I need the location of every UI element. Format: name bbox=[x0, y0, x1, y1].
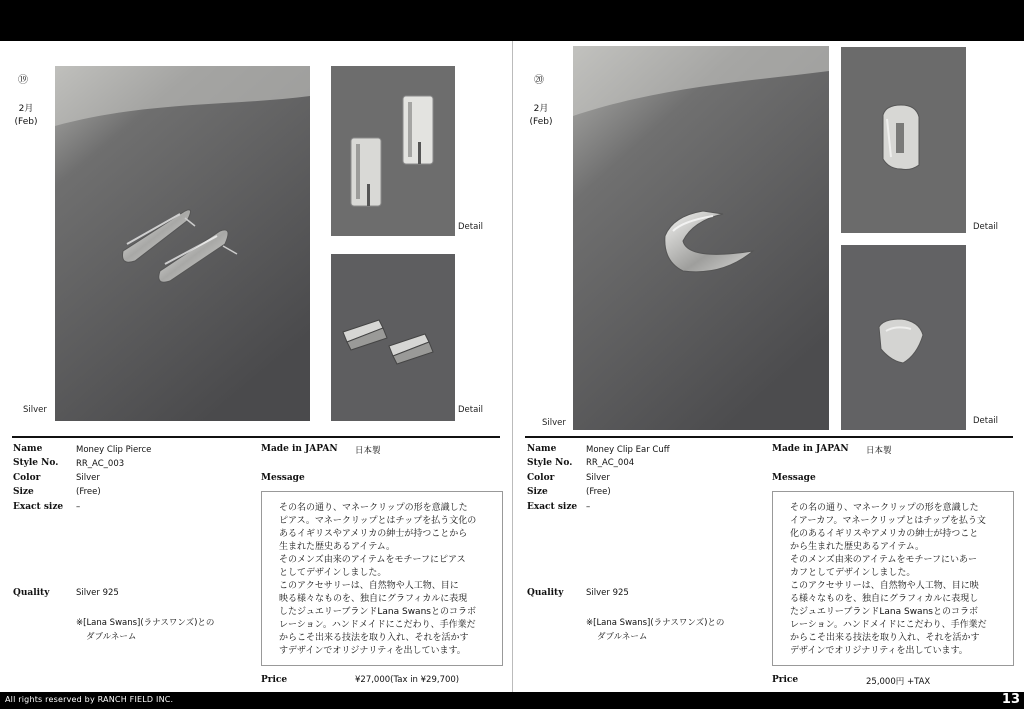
product-number: ⑳ bbox=[534, 75, 544, 86]
main-photo-caption: Silver bbox=[23, 405, 47, 415]
money-clip-ear-cuff-photo-icon bbox=[573, 46, 829, 430]
size-label: Size bbox=[527, 487, 548, 497]
color-label: Color bbox=[13, 473, 41, 483]
quality-value: Silver 925 bbox=[586, 588, 629, 598]
ear-cuff-detail-front-photo-icon bbox=[841, 47, 966, 233]
detail-caption-1: Detail bbox=[973, 222, 999, 232]
style-number: RR_AC_004 bbox=[586, 458, 635, 468]
page-number: 13 bbox=[1001, 692, 1020, 707]
product-name: Money Clip Pierce bbox=[76, 445, 152, 455]
quality-label: Quality bbox=[13, 588, 50, 598]
color-value: Silver bbox=[76, 473, 100, 483]
release-month bbox=[6, 103, 46, 129]
detail-photo-2 bbox=[331, 254, 455, 421]
exact-size-value: – bbox=[76, 502, 81, 512]
section-rule bbox=[12, 436, 500, 438]
main-product-photo bbox=[573, 46, 829, 430]
size-value: (Free) bbox=[76, 487, 101, 497]
pierce-detail-side-photo-icon bbox=[331, 254, 455, 421]
made-in-value: 日本製 bbox=[355, 446, 381, 456]
main-photo-caption: Silver bbox=[542, 418, 566, 428]
collab-note-2: ダブルネーム bbox=[597, 632, 648, 642]
style-label: Style No. bbox=[13, 458, 59, 468]
ear-cuff-detail-side-photo-icon bbox=[841, 245, 966, 430]
product-number: ⑲ bbox=[18, 75, 28, 86]
size-label: Size bbox=[13, 487, 34, 497]
exact-size-value: – bbox=[586, 502, 591, 512]
footer-bar bbox=[0, 692, 1024, 709]
color-value: Silver bbox=[586, 473, 610, 483]
style-label: Style No. bbox=[527, 458, 573, 468]
quality-label: Quality bbox=[527, 588, 564, 598]
name-label: Name bbox=[527, 444, 557, 454]
collab-note: ※[Lana Swans](ラナスワンズ)との bbox=[76, 618, 215, 628]
product-page-right bbox=[513, 41, 1024, 692]
message-box: その名の通り、マネークリップの形を意識した イアーカフ。マネークリップとはチップを払う文 化のあるイギリスやアメリカの紳士が持つこと から生まれた歴史あるアイテム。 そのメンズ由来のアイテムをモチーフにいあー カフとしてデザインしました。 このアクセサリーは、自然物や人工物、目に映 る様々なものを、独自にグラフィカルに表現し たジュエリーブランドLana Swansとのコラボ レーション。ハンドメイドにこだわり、手作業だ からこそ出来る技法を取り入れ、それを活かす デザインでオリジナリティを出しています。 bbox=[772, 491, 1014, 666]
price-label: Price bbox=[261, 675, 288, 685]
style-number: RR_AC_003 bbox=[76, 459, 125, 469]
detail-photo-1 bbox=[331, 66, 455, 236]
release-month-jp: 2月 bbox=[533, 104, 549, 114]
pierce-detail-top-photo-icon bbox=[331, 66, 455, 236]
money-clip-pierce-photo-icon bbox=[55, 66, 310, 421]
exact-size-label: Exact size bbox=[527, 502, 578, 512]
made-in-label: Made in JAPAN bbox=[261, 444, 338, 454]
exact-size-label: Exact size bbox=[13, 502, 64, 512]
main-product-photo bbox=[55, 66, 310, 421]
made-in-label: Made in JAPAN bbox=[772, 444, 849, 454]
product-name: Money Clip Ear Cuff bbox=[586, 445, 670, 455]
detail-caption-1: Detail bbox=[458, 222, 484, 232]
release-month bbox=[521, 103, 561, 129]
release-month-jp: 2月 bbox=[18, 104, 34, 114]
message-label: Message bbox=[772, 473, 816, 483]
release-month-en: (Feb) bbox=[529, 117, 553, 127]
message-label: Message bbox=[261, 473, 305, 483]
detail-photo-1 bbox=[841, 47, 966, 233]
price-value: 25,000円 +TAX bbox=[866, 677, 931, 687]
collab-note: ※[Lana Swans](ラナスワンズ)との bbox=[586, 618, 725, 628]
price-label: Price bbox=[772, 675, 799, 685]
name-label: Name bbox=[13, 444, 43, 454]
made-in-value: 日本製 bbox=[866, 446, 892, 456]
size-value: (Free) bbox=[586, 487, 611, 497]
price-value: ¥27,000(Tax in ¥29,700) bbox=[355, 675, 460, 685]
release-month-en: (Feb) bbox=[14, 117, 38, 127]
detail-caption-2: Detail bbox=[458, 405, 484, 415]
top-bar bbox=[0, 0, 1024, 41]
detail-caption-2: Detail bbox=[973, 416, 999, 426]
collab-note-2: ダブルネーム bbox=[86, 632, 137, 642]
message-box: その名の通り、マネークリップの形を意識した ピアス。マネークリップとはチップを払う文化の あるイギリスやアメリカの紳士が持つことから 生まれた歴史あるアイテム。 そのメンズ由来のアイテムをモチーフにピアス としてデザインしました。 このアクセサリーは、自然物や人工物、目に 映る様々なものを、独自にグラフィカルに表現 したジュエリーブランドLana Swansとのコラボ レーション。ハンドメイドにこだわり、手作業だ からこそ出来る技法を取り入れ、それを活かす すデザインでオリジナリティを出しています。 bbox=[261, 491, 503, 666]
section-rule bbox=[525, 436, 1013, 438]
color-label: Color bbox=[527, 473, 555, 483]
copyright-text: All rights reserved by RANCH FIELD INC. bbox=[5, 695, 174, 704]
detail-photo-2 bbox=[841, 245, 966, 430]
product-page-left bbox=[0, 41, 512, 692]
quality-value: Silver 925 bbox=[76, 588, 119, 598]
